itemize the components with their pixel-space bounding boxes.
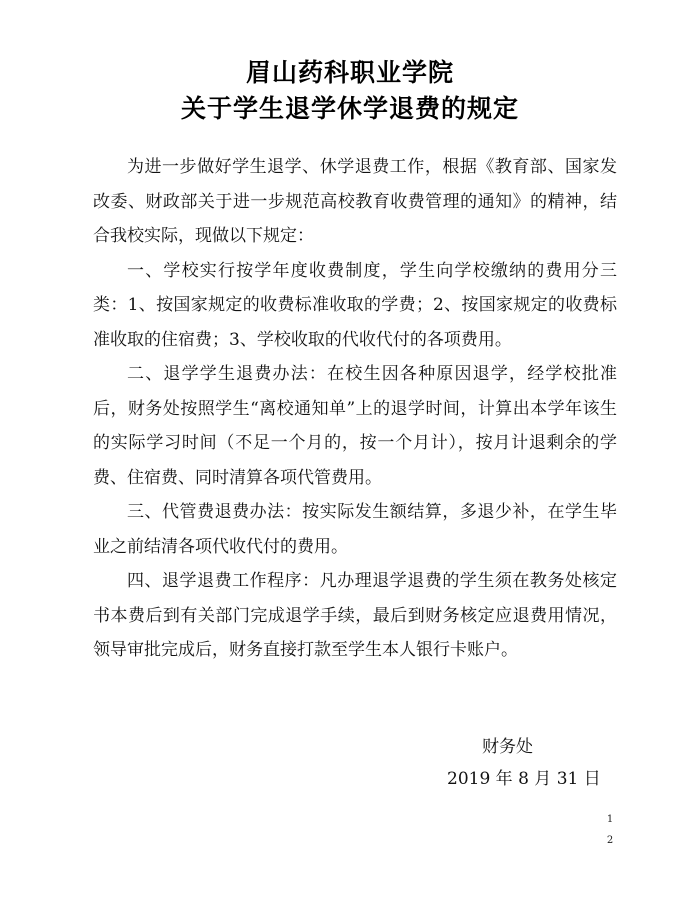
signature-date: 2019 年 8 月 31 日: [447, 769, 601, 789]
page-number: 1: [606, 814, 614, 825]
regulation-title: 关于学生退学休学退费的规定: [180, 94, 519, 123]
rule-two-paragraph: 二、退学学生退费办法：在校生因各种原因退学，经学校批准后，财务处按照学生“离校通知单”上的退学时间，计算出本学年该生的实际学习时间（不足一个月的，按一个月计），按月计退剩余的学费、住宿费、同时清算各项代管费用。: [93, 364, 617, 488]
regulation-body: [93, 150, 617, 668]
page-number: 2: [606, 835, 614, 846]
rule-one-paragraph: 一、学校实行按学年度收费制度，学生向学校缴纳的费用分三类：1、按国家规定的收费标准收取的学费；2、按国家规定的收费标准收取的住宿费；3、学校收取的代收代付的各项费用。: [93, 260, 617, 350]
signature-department: 财务处: [482, 737, 533, 757]
intro-paragraph: 为进一步做好学生退学、休学退费工作，根据《教育部、国家发改委、财政部关于进一步规范高校教育收费管理的通知》的精神，结合我校实际，现做以下规定：: [93, 157, 617, 246]
rule-four-paragraph: 四、退学退费工作程序：凡办理退学退费的学生须在教务处核定书本费后到有关部门完成退学手续，最后到财务核定应退费用情况，领导审批完成后，财务直接打款至学生本人银行卡账户。: [93, 571, 617, 660]
rule-three-paragraph: 三、代管费退费办法：按实际发生额结算，多退少补，在学生毕业之前结清各项代收代付的费用。: [93, 502, 617, 557]
school-name-title: 眉山药科职业学院: [245, 58, 454, 87]
